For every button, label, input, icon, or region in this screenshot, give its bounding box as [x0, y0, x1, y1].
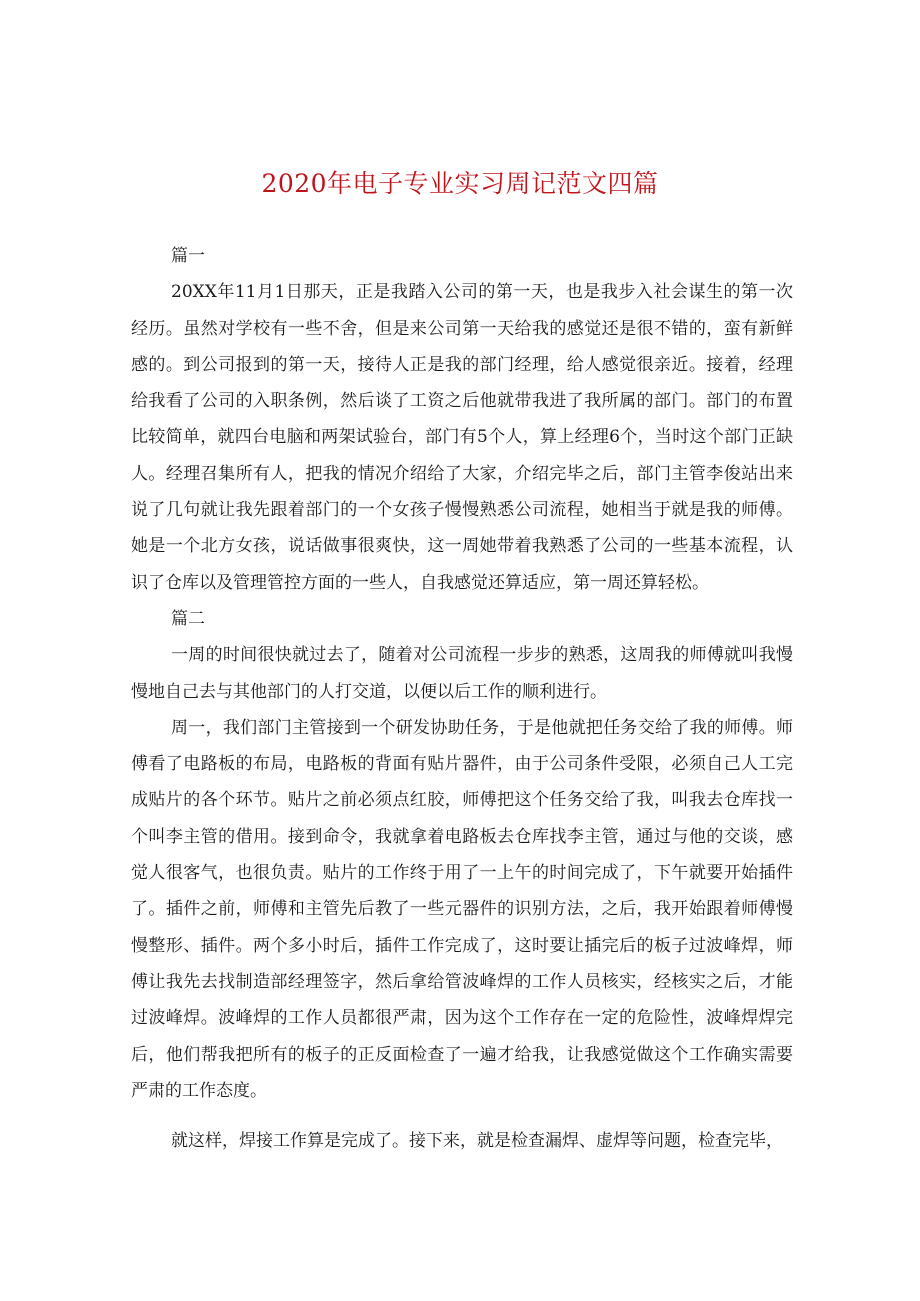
section-heading-2: 篇二	[171, 608, 205, 629]
section-2-paragraph-2: 周一，我们部门主管接到一个研发协助任务，于是他就把任务交给了我的师傅。师傅看了电路板的布局，电路板的背面有贴片器件，由于公司条件受限，必须自己人工完成贴片的各个环节。贴片之前必须点红胶，师傅把这个任务交给了我，叫我去仓库找一个叫李主管的借用。接到命令，我就拿着电路板去仓库找李主管，通过与他的交谈，感觉人很客气，也很负责。贴片的工作终于用了一上午的时间完成了，下午就要开始插件了。插件之前，师傅和主管先后教了一些元器件的识别方法，之后，我开始跟着师傅慢慢整形、插件。两个多小时后，插件工作完成了，这时要让插完后的板子过波峰焊，师傅让我先去找制造部经理签字，然后拿给管波峰焊的工作人员核实，经核实之后，才能过波峰焊。波峰焊的工作人员都很严肃，因为这个工作存在一定的危险性，波峰焊焊完后，他们帮我把所有的板子的正反面检查了一遍才给我，让我感觉做这个工作确实需要严肃的工作态度。	[131, 717, 793, 1101]
section-2-paragraph-1: 一周的时间很快就过去了，随着对公司流程一步步的熟悉，这周我的师傅就叫我慢慢地自己去与其他部门的人打交道，以便以后工作的顺利进行。	[131, 645, 793, 702]
section-heading-1: 篇一	[171, 246, 205, 266]
section-1-paragraph-1: 20XX年11月1日那天，正是我踏入公司的第一天，也是我步入社会谋生的第一次经历。虽然对学校有一些不舍，但是来公司第一天给我的感觉还是很不错的，蛮有新鲜感的。到公司报到的第一天，接待人正是我的部门经理，给人感觉很亲近。接着，经理给我看了公司的入职条例，然后谈了工资之后他就带我进了我所属的部门。部门的布置比较简单，就四台电脑和两架试验台，部门有5个人，算上经理6个，当时这个部门正缺人。经理召集所有人，把我的情况介绍给了大家，介绍完毕之后，部门主管李俊站出来说了几句就让我先跟着部门的一个女孩子慢慢熟悉公司流程，她相当于就是我的师傅。她是一个北方女孩，说话做事很爽快，这一周她带着我熟悉了公司的一些基本流程，认识了仓库以及管理管控方面的一些人，自我感觉还算适应，第一周还算轻松。	[131, 282, 793, 593]
section-2-paragraph-3: 就这样，焊接工作算是完成了。接下来，就是检查漏焊、虚焊等问题，检查完毕，	[171, 1131, 783, 1152]
document-title: 2020年电子专业实习周记范文四篇	[261, 169, 659, 198]
document-body	[131, 238, 793, 1159]
